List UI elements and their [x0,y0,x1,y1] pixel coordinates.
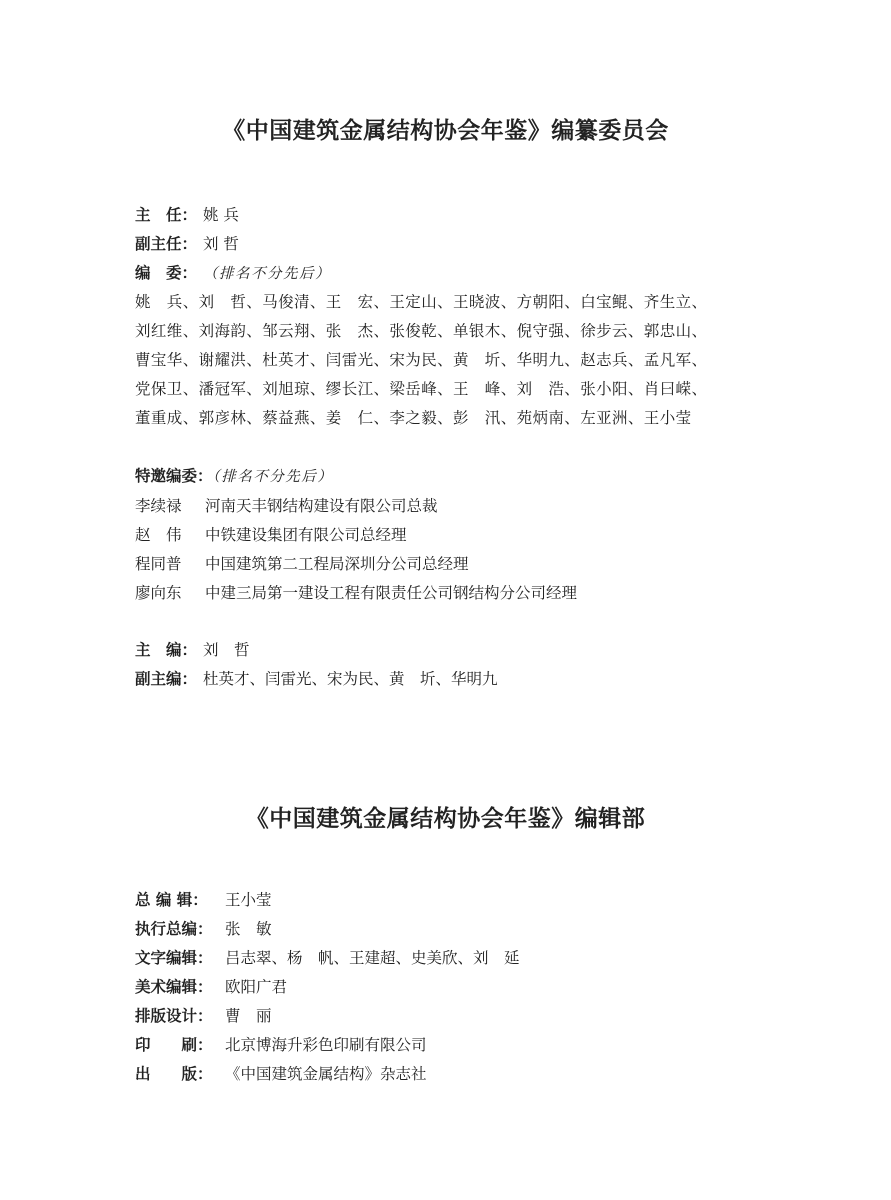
editorial-value: 北京博海升彩色印刷有限公司 [225,1036,427,1054]
director-value: 姚 兵 [203,206,239,224]
vice-director-row [135,234,239,254]
special-person-name: 廖向东 [135,584,182,602]
special-note: （排名不分先后） [212,469,334,485]
editorial-label: 出 版： [135,1065,213,1083]
editorial-row [135,919,272,939]
editorial-row [135,977,287,997]
chief-editor-row [135,640,250,660]
editorial-value: 欧阳广君 [225,978,288,996]
special-person-row [135,525,407,545]
editorial-value: 《中国建筑金属结构》杂志社 [225,1065,427,1083]
members-label: 编 委： [135,264,198,282]
editorial-title: 《中国建筑金属结构协会年鉴》编辑部 [245,805,646,832]
editorial-label: 总 编 辑： [135,891,208,909]
deputy-editor-row [135,669,498,689]
editorial-value: 王小莹 [225,891,272,909]
member-line: 刘红维、刘海韵、邹云翔、张 杰、张俊乾、单银木、倪守强、徐步云、郭忠山、 [135,322,708,340]
editorial-value: 曹 丽 [225,1007,272,1025]
special-person-row [135,583,577,603]
editorial-label: 执行总编： [135,920,213,938]
editorial-label: 排版设计： [135,1007,213,1025]
deputy-editor-value: 杜英才、闫雷光、宋为民、黄 圻、华明九 [203,670,498,688]
editorial-row [135,890,272,910]
editorial-row [135,948,520,968]
special-person-row [135,554,469,574]
director-row [135,205,239,225]
special-header-row [135,466,333,487]
special-label: 特邀编委： [135,467,213,485]
deputy-editor-label: 副主编： [135,670,198,688]
member-line: 党保卫、潘冠军、刘旭琼、缪长江、梁岳峰、王 峰、刘 浩、张小阳、肖曰嵘、 [135,380,708,398]
special-person-name: 程同普 [135,555,182,573]
vice-director-label: 副主任： [135,235,198,253]
special-person-role: 中建三局第一建设工程有限责任公司钢结构分公司经理 [205,584,578,602]
member-line: 姚 兵、刘 哲、马俊清、王 宏、王定山、王晓波、方朝阳、白宝鲲、齐生立、 [135,293,708,311]
editorial-value: 吕志翠、杨 帆、王建超、史美欣、刘 延 [225,949,520,967]
editorial-label: 文字编辑： [135,949,213,967]
members-note: （排名不分先后） [203,266,331,282]
special-person-row [135,496,438,516]
editorial-label: 美术编辑： [135,978,213,996]
special-person-role: 河南天丰钢结构建设有限公司总裁 [205,497,438,515]
chief-editor-value: 刘 哲 [203,641,250,659]
vice-director-value: 刘 哲 [203,235,239,253]
special-person-role: 中铁建设集团有限公司总经理 [205,526,407,544]
director-label: 主 任： [135,206,198,224]
member-line: 董重成、郭彦林、蔡益燕、姜 仁、李之毅、彭 汛、苑炳南、左亚洲、王小莹 [135,409,692,427]
committee-title: 《中国建筑金属结构协会年鉴》编纂委员会 [222,117,669,144]
special-person-name: 李续禄 [135,497,182,515]
editorial-label: 印 刷： [135,1036,213,1054]
members-header-row [135,263,331,284]
editorial-row [135,1006,272,1026]
editorial-value: 张 敏 [225,920,272,938]
chief-editor-label: 主 编： [135,641,198,659]
special-person-role: 中国建筑第二工程局深圳分公司总经理 [205,555,469,573]
member-line: 曹宝华、谢耀洪、杜英才、闫雷光、宋为民、黄 圻、华明九、赵志兵、孟凡军、 [135,351,708,369]
editorial-row [135,1035,427,1055]
editorial-row [135,1064,427,1084]
special-person-name: 赵 伟 [135,526,182,544]
